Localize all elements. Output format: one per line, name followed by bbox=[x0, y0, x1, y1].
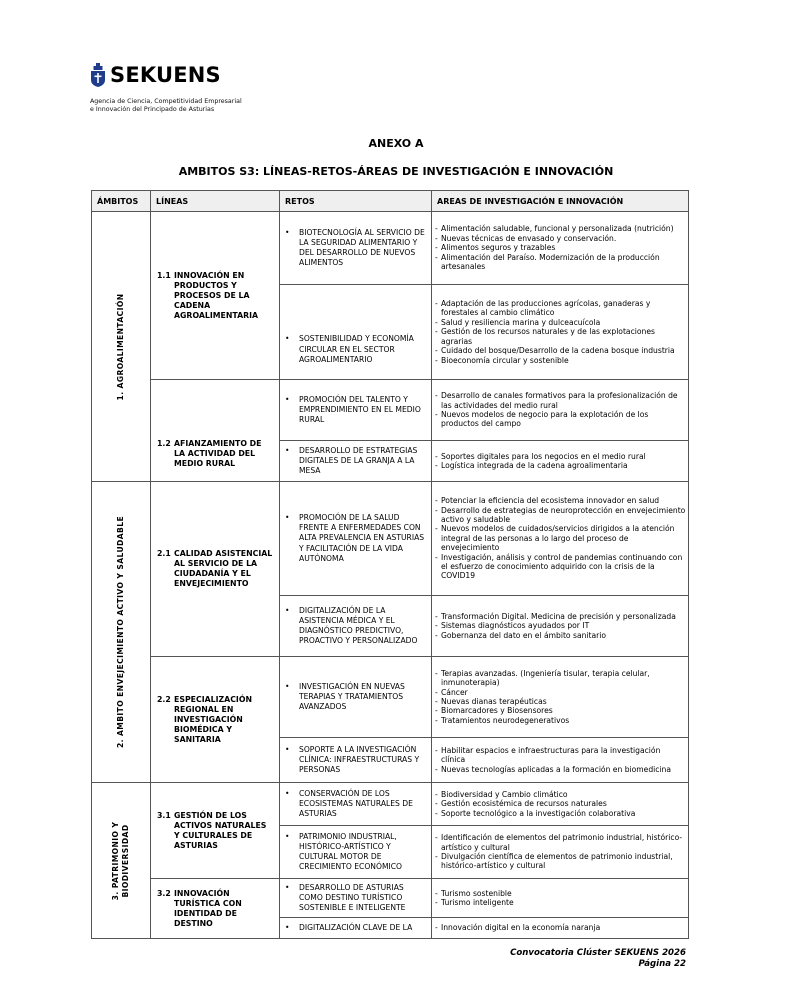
areas-cell: - Desarrollo de canales formativos para la profesionalización de las actividades del medio rural - Nuevos modelos de negocio para la explotación de los productos del campo bbox=[432, 380, 689, 441]
areas-cell: - Turismo sostenible - Turismo inteligente bbox=[432, 879, 689, 918]
areas-cell: - Identificación de elementos del patrimonio industrial, histórico-artístico y cultural - Divulgación científica de elementos de patrimonio industrial, histórico-artístico y cultural bbox=[432, 826, 689, 879]
reto-cell: • CONSERVACIÓN DE LOS ECOSISTEMAS NATURALES DE ASTURIAS bbox=[280, 783, 432, 826]
reto-cell: • PROMOCIÓN DE LA SALUD FRENTE A ENFERMEDADES CON ALTA PREVALENCIA EN ASTURIAS Y FACILITACIÓN DE LA VIDA AUTÓNOMA bbox=[280, 482, 432, 596]
bullet-icon: • bbox=[285, 744, 290, 754]
ambito-label: 2. AMBITO ENVEJECIMIENTO ACTIVO Y SALUDABLE bbox=[116, 515, 125, 749]
bullet-icon: • bbox=[285, 882, 290, 892]
footer-convocatoria: Convocatoria Clúster SEKUENS 2026 bbox=[510, 948, 686, 958]
reto-cell: • DIGITALIZACIÓN DE LA ASISTENCIA MÉDICA Y EL DIAGNÓSTICO PREDICTIVO, PROACTIVO Y PERSONALIZADO bbox=[280, 596, 432, 657]
header-lineas: LÍNEAS bbox=[151, 191, 280, 212]
linea-cell: 2.1 CALIDAD ASISTENCIAL AL SERVICIO DE LA CIUDADANÍA Y EL ENVEJECIMIENTO bbox=[151, 482, 280, 657]
footer-page-number: Página 22 bbox=[638, 959, 686, 969]
bullet-icon: • bbox=[285, 831, 290, 841]
table-row bbox=[92, 380, 689, 441]
table-row bbox=[92, 482, 689, 596]
reto-cell: • DESARROLLO DE ASTURIAS COMO DESTINO TURÍSTICO SOSTENIBLE E INTELIGENTE bbox=[280, 879, 432, 918]
linea-cell: 2.2 ESPECIALIZACIÓN REGIONAL EN INVESTIGACIÓN BIOMÉDICA Y SANITARIA bbox=[151, 657, 280, 783]
bullet-icon: • bbox=[285, 334, 290, 344]
areas-cell: - Habilitar espacios e infraestructuras para la investigación clínica - Nuevas tecnologías aplicadas a la formación en biomedicina bbox=[432, 738, 689, 783]
bullet-icon: • bbox=[285, 681, 290, 691]
ambito-label: 3. PATRIMONIO Y BIODIVERSIDAD bbox=[111, 821, 130, 900]
linea-label: CALIDAD ASISTENCIAL AL SERVICIO DE LA CIUDADANÍA Y EL ENVEJECIMIENTO bbox=[174, 549, 273, 588]
reto-cell: • INVESTIGACIÓN EN NUEVAS TERAPIAS Y TRATAMIENTOS AVANZADOS bbox=[280, 657, 432, 738]
header-areas: AREAS DE INVESTIGACIÓN E INNOVACIÓN bbox=[432, 191, 689, 212]
page-footer bbox=[510, 948, 686, 970]
areas-cell: - Innovación digital en la economía naranja bbox=[432, 918, 689, 939]
reto-cell: • SOSTENIBILIDAD Y ECONOMÍA CIRCULAR EN EL SECTOR AGROALIMENTARIO bbox=[280, 285, 432, 380]
areas-cell: - Alimentación saludable, funcional y personalizada (nutrición) - Nuevas técnicas de envasado y conservación. - Alimentos seguros y trazables - Alimentación del Paraíso. Modernización de la producción artesanales bbox=[432, 212, 689, 285]
bullet-icon: • bbox=[285, 227, 290, 237]
logo-wordmark: SEKUENS bbox=[110, 63, 221, 87]
areas-cell: - Potenciar la eficiencia del ecosistema innovador en salud - Desarrollo de estrategias de neuroprotección en envejecimiento activo y saludable - Nuevos modelos de cuidados/servicios dirigidos a la atención integral de las personas a lo largo del proceso de envejecimiento - Investigación, análisis y control de pandemias continuando con el esfuerzo de conocimiento adquirido con la crisis de la COVID19 bbox=[432, 482, 689, 596]
bullet-icon: • bbox=[285, 922, 290, 932]
areas-cell: - Adaptación de las producciones agrícolas, ganaderas y forestales al cambio climático - Salud y resiliencia marina y dulceacuícola - Gestión de los recursos naturales y de las explotaciones agrarias - Cuidado del bosque/Desarrollo de la cadena bosque industria - Bioeconomía circular y sostenible bbox=[432, 285, 689, 380]
linea-cell: 3.1 GESTIÓN DE LOS ACTIVOS NATURALES Y CULTURALES DE ASTURIAS bbox=[151, 783, 280, 879]
ambitos-table bbox=[91, 190, 689, 939]
header-ambitos: ÁMBITOS bbox=[92, 191, 151, 212]
table-header-row bbox=[92, 191, 689, 212]
bullet-icon: • bbox=[285, 512, 290, 522]
page-title: AMBITOS S3: LÍNEAS-RETOS-ÁREAS DE INVESTIGACIÓN E INNOVACIÓN bbox=[178, 165, 614, 178]
linea-cell: 3.2 INNOVACIÓN TURÍSTICA CON IDENTIDAD DE DESTINO bbox=[151, 879, 280, 939]
header-retos: RETOS bbox=[280, 191, 432, 212]
table-row bbox=[92, 783, 689, 826]
areas-cell: - Soportes digitales para los negocios en el medio rural - Logística integrada de la cadena agroalimentaria bbox=[432, 441, 689, 482]
table-row bbox=[92, 212, 689, 285]
table-row bbox=[92, 879, 689, 918]
asturias-crest-icon bbox=[90, 63, 106, 87]
reto-cell: • PATRIMONIO INDUSTRIAL, HISTÓRICO-ARTÍSTICO Y CULTURAL MOTOR DE CRECIMIENTO ECONÓMICO bbox=[280, 826, 432, 879]
linea-label: AFIANZAMIENTO DE LA ACTIVIDAD DEL MEDIO RURAL bbox=[174, 439, 262, 468]
linea-cell: 1.2 AFIANZAMIENTO DE LA ACTIVIDAD DEL MEDIO RURAL bbox=[151, 380, 280, 482]
areas-cell: - Terapias avanzadas. (Ingeniería tisular, terapia celular, inmunoterapia) - Cáncer - Nuevas dianas terapéuticas - Biomarcadores y Biosensores - Tratamientos neurodegenerativos bbox=[432, 657, 689, 738]
bullet-icon: • bbox=[285, 394, 290, 404]
reto-cell: • DESARROLLO DE ESTRATEGIAS DIGITALES DE LA GRANJA A LA MESA bbox=[280, 441, 432, 482]
reto-cell: • BIOTECNOLOGÍA AL SERVICIO DE LA SEGURIDAD ALIMENTARIO Y DEL DESARROLLO DE NUEVOS ALIMENTOS bbox=[280, 212, 432, 285]
ambito-cell bbox=[92, 783, 151, 939]
linea-label: INNOVACIÓN EN PRODUCTOS Y PROCESOS DE LA CADENA AGROALIMENTARIA bbox=[174, 270, 259, 320]
reto-cell: • SOPORTE A LA INVESTIGACIÓN CLÍNICA: INFRAESTRUCTURAS Y PERSONAS bbox=[280, 738, 432, 783]
ambito-label: 1. AGROALIMENTACIÓN bbox=[116, 293, 125, 400]
bullet-icon: • bbox=[285, 445, 290, 455]
linea-label: ESPECIALIZACIÓN REGIONAL EN INVESTIGACIÓN BIOMÉDICA Y SANITARIA bbox=[174, 694, 252, 744]
ambito-cell bbox=[92, 212, 151, 482]
annex-heading: ANEXO A bbox=[368, 137, 424, 150]
linea-cell: 1.1 INNOVACIÓN EN PRODUCTOS Y PROCESOS DE LA CADENA AGROALIMENTARIA bbox=[151, 212, 280, 380]
ambito-cell bbox=[92, 482, 151, 783]
bullet-icon: • bbox=[285, 605, 290, 615]
table-row bbox=[92, 657, 689, 738]
logo-subtitle: Agencia de Ciencia, Competitividad Empresarial e Innovación del Principado de Asturias bbox=[90, 98, 242, 113]
linea-label: GESTIÓN DE LOS ACTIVOS NATURALES Y CULTURALES DE ASTURIAS bbox=[174, 810, 267, 850]
reto-cell: • PROMOCIÓN DEL TALENTO Y EMPRENDIMIENTO EN EL MEDIO RURAL bbox=[280, 380, 432, 441]
sekuens-logo bbox=[90, 63, 242, 113]
bullet-icon: • bbox=[285, 788, 290, 798]
reto-cell: • DIGITALIZACIÓN CLAVE DE LA bbox=[280, 918, 432, 939]
areas-cell: - Transformación Digital. Medicina de precisión y personalizada - Sistemas diagnósticos ayudados por IT - Gobernanza del dato en el ámbito sanitario bbox=[432, 596, 689, 657]
linea-label: INNOVACIÓN TURÍSTICA CON IDENTIDAD DE DESTINO bbox=[174, 888, 242, 928]
areas-cell: - Biodiversidad y Cambio climático - Gestión ecosistémica de recursos naturales - Soporte tecnológico a la investigación colaborativa bbox=[432, 783, 689, 826]
